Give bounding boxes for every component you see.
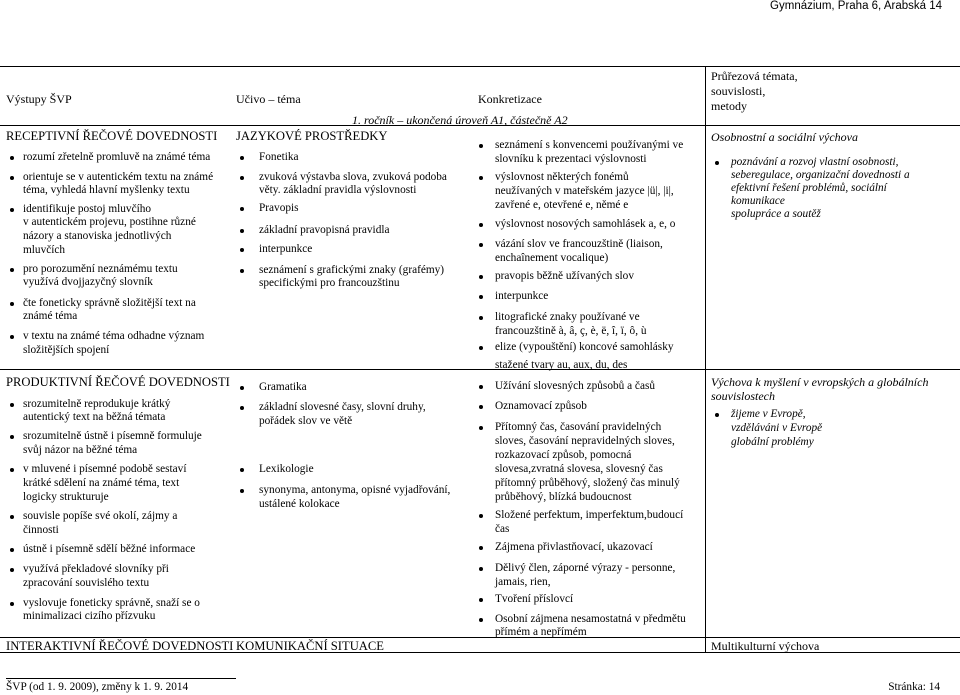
column-divider bbox=[705, 66, 706, 653]
bullet bbox=[240, 489, 244, 493]
konkretizace-item: elize (vypouštění) koncové samohlásky bbox=[495, 341, 674, 353]
konkretizace-item: neužívaných v mateřském jazyce |ü|, |i|, bbox=[495, 185, 674, 197]
level-heading: 1. ročník – ukončená úroveň A1, částečně A2 bbox=[352, 113, 568, 127]
konkretizace-item: litografické znaky používané ve bbox=[495, 311, 640, 323]
bullet bbox=[479, 405, 483, 409]
ucivo-item: synonyma, antonyma, opisné vyjadřování, bbox=[259, 484, 451, 496]
konkretizace-item: slovesa,zvratná slovesa, slovesný čas bbox=[495, 463, 663, 475]
prurez-item: komunikace bbox=[731, 195, 785, 207]
outcome-item: známé téma bbox=[23, 310, 78, 322]
outcome-item: orientuje se v autentickém textu na známé bbox=[23, 171, 214, 183]
bullet bbox=[479, 223, 483, 227]
konkretizace-item: jamais, rien, bbox=[495, 576, 551, 588]
bullet bbox=[479, 176, 483, 180]
bullet bbox=[240, 156, 244, 160]
bullet bbox=[479, 346, 483, 350]
bullet bbox=[715, 413, 719, 417]
konkretizace-item: čas bbox=[495, 523, 510, 535]
bullet bbox=[240, 229, 244, 233]
outcome-item: rozumí zřetelně promluvě na známé téma bbox=[23, 151, 211, 163]
ucivo-item: interpunkce bbox=[259, 243, 313, 255]
bullet bbox=[10, 602, 14, 606]
konkretizace-item: Zájmena přivlastňovací, ukazovací bbox=[495, 541, 653, 553]
outcome-item: mluvčích bbox=[23, 244, 66, 256]
outcome-item: využívá dvojjazyčný slovník bbox=[23, 276, 153, 288]
bullet bbox=[240, 176, 244, 180]
bullet bbox=[10, 156, 14, 160]
outcome-item: identifikuje postoj mluvčího bbox=[23, 203, 152, 215]
outcome-item: využívá překladové slovníky při bbox=[23, 563, 169, 575]
bullet bbox=[10, 403, 14, 407]
bullet bbox=[10, 435, 14, 439]
ucivo-item: Pravopis bbox=[259, 202, 299, 214]
konkretizace-item: rozkazovací způsob, pomocná bbox=[495, 449, 632, 461]
col-header-konkretizace: Konkretizace bbox=[478, 92, 542, 106]
outcome-item: souvisle popíše své okolí, zájmy a bbox=[23, 510, 178, 522]
bullet bbox=[479, 144, 483, 148]
konkretizace-item: enchaînement vocalique) bbox=[495, 252, 609, 264]
konkretizace-item: přímém a nepřímém bbox=[495, 626, 587, 638]
bullet bbox=[240, 386, 244, 390]
col-header-prurez-3: metody bbox=[711, 99, 747, 113]
interactive-prurez: Multikulturní výchova bbox=[711, 639, 820, 653]
bullet bbox=[715, 161, 719, 165]
ucivo-item: základní pravopisná pravidla bbox=[259, 224, 390, 236]
outcome-item: téma, vyhledá hlavní myšlenky textu bbox=[23, 184, 190, 196]
konkretizace-item: výslovnost nosových samohlásek a, e, o bbox=[495, 218, 676, 230]
interactive-heading: INTERAKTIVNÍ ŘEČOVÉ DOVEDNOSTI bbox=[6, 639, 234, 653]
outcome-item: srozumitelně ústně i písemně formuluje bbox=[23, 430, 202, 442]
footer-left: ŠVP (od 1. 9. 2009), změny k 1. 9. 2014 bbox=[6, 681, 189, 693]
productive-prurez-heading-1: Výchova k myšlení v evropských a globálních bbox=[711, 375, 929, 389]
productive-heading: PRODUKTIVNÍ ŘEČOVÉ DOVEDNOSTI bbox=[6, 375, 230, 389]
konkretizace-item: výslovnost některých fonémů bbox=[495, 171, 629, 183]
footer-page-number: Stránka: 14 bbox=[888, 681, 940, 693]
outcome-item: v autentickém projevu, postihne různé bbox=[23, 216, 196, 228]
outcome-item: svůj názor na běžné téma bbox=[23, 444, 138, 456]
bullet bbox=[240, 468, 244, 472]
ucivo-item: Lexikologie bbox=[259, 463, 314, 475]
bullet bbox=[479, 567, 483, 571]
col-header-prurez-2: souvislosti, bbox=[711, 84, 766, 98]
bullet bbox=[240, 269, 244, 273]
bullet bbox=[10, 268, 14, 272]
bullet bbox=[479, 546, 483, 550]
interactive-ucivo: KOMUNIKAČNÍ SITUACE bbox=[236, 639, 384, 653]
outcome-item: názory a stanoviska jednotlivých bbox=[23, 230, 172, 242]
bullet bbox=[479, 385, 483, 389]
outcome-item: čte foneticky správně složitější text na bbox=[23, 297, 196, 309]
outcome-item: složitějších spojení bbox=[23, 344, 110, 356]
bullet bbox=[479, 618, 483, 622]
konkretizace-item: slovníku k prezentaci výslovnosti bbox=[495, 153, 647, 165]
outcome-item: logicky strukturuje bbox=[23, 491, 109, 503]
bullet bbox=[479, 275, 483, 279]
konkretizace-item: Oznamovací způsob bbox=[495, 400, 587, 412]
konkretizace-item: Dělivý člen, záporné výrazy - personne, bbox=[495, 562, 676, 574]
bullet bbox=[10, 515, 14, 519]
bullet bbox=[10, 335, 14, 339]
prurez-item: vzděláváni v Evropě bbox=[731, 422, 823, 434]
bullet bbox=[10, 176, 14, 180]
outcome-item: činnosti bbox=[23, 524, 59, 536]
outcome-item: krátké sdělení na známé téma, text bbox=[23, 477, 180, 489]
bullet bbox=[10, 548, 14, 552]
konkretizace-item: zavřené e, otevřené e, němé e bbox=[495, 199, 629, 211]
konkretizace-item: Přítomný čas, časování pravidelných bbox=[495, 421, 662, 433]
konkretizace-item: Osobní zájmena nesamostatná v předmětu bbox=[495, 613, 686, 625]
col-header-prurez-1: Průřezová témata, bbox=[711, 69, 798, 83]
prurez-item: spolupráce a soutěž bbox=[731, 208, 821, 220]
outcome-item: srozumitelně reprodukuje krátký bbox=[23, 398, 171, 410]
bullet bbox=[240, 248, 244, 252]
productive-prurez-heading-2: souvislostech bbox=[711, 389, 775, 403]
outcome-item: ústně i písemně sdělí běžné informace bbox=[23, 543, 196, 555]
ucivo-item: pořádek slov ve větě bbox=[259, 415, 353, 427]
bullet bbox=[10, 302, 14, 306]
bullet bbox=[479, 316, 483, 320]
prurez-item: poznávání a rozvoj vlastní osobnosti, bbox=[731, 156, 899, 168]
bullet bbox=[479, 598, 483, 602]
outcome-item: vyslovuje foneticky správně, snaží se o bbox=[23, 597, 200, 609]
konkretizace-item: seznámení s konvencemi používanými ve bbox=[495, 139, 684, 151]
outcome-item: pro porozumění neznámému textu bbox=[23, 263, 178, 275]
konkretizace-item: stažené tvary au, aux, du, des bbox=[495, 359, 628, 371]
prurez-item: žijeme v Evropě, bbox=[731, 408, 806, 420]
bullet bbox=[479, 514, 483, 518]
receptive-ucivo-heading: JAZYKOVÉ PROSTŘEDKY bbox=[236, 129, 388, 143]
ucivo-item: seznámení s grafickými znaky (grafémy) bbox=[259, 264, 445, 276]
konkretizace-item: vázání slov ve francouzštině (liaison, bbox=[495, 238, 663, 250]
bullet bbox=[479, 243, 483, 247]
prurez-item: globální problémy bbox=[731, 436, 814, 448]
bullet bbox=[240, 406, 244, 410]
ucivo-item: specifickými pro francouzštinu bbox=[259, 277, 400, 289]
receptive-prurez-heading: Osobnostní a sociální výchova bbox=[711, 130, 858, 144]
konkretizace-item: pravopis běžně užívaných slov bbox=[495, 270, 634, 282]
receptive-heading: RECEPTIVNÍ ŘEČOVÉ DOVEDNOSTI bbox=[6, 129, 218, 143]
bullet bbox=[479, 295, 483, 299]
konkretizace-item: průběhový, blízká budoucnost bbox=[495, 491, 632, 503]
ucivo-item: základní slovesné časy, slovní druhy, bbox=[259, 401, 426, 413]
outcome-item: minimalizaci cizího přízvuku bbox=[23, 610, 156, 622]
ucivo-item: Gramatika bbox=[259, 381, 307, 393]
prurez-item: efektivní řešení problémů, sociální bbox=[731, 182, 887, 194]
bullet bbox=[10, 468, 14, 472]
outcome-item: v textu na známé téma odhadne význam bbox=[23, 330, 205, 342]
ucivo-item: ustálené kolokace bbox=[259, 498, 340, 510]
konkretizace-item: interpunkce bbox=[495, 290, 549, 302]
konkretizace-item: přítomný průběhový, složený čas minulý bbox=[495, 477, 680, 489]
ucivo-item: zvuková výstavba slova, zvuková podoba bbox=[259, 171, 447, 183]
konkretizace-item: Složené perfektum, imperfektum,budoucí bbox=[495, 509, 684, 521]
section-divider-productive bbox=[0, 369, 960, 370]
outcome-item: v mluvené i písemné podobě sestaví bbox=[23, 463, 187, 475]
konkretizace-item: Užívání slovesných způsobů a časů bbox=[495, 380, 655, 392]
ucivo-item: věty. základní pravidla výslovnosti bbox=[259, 184, 417, 196]
school-header: Gymnázium, Praha 6, Arabská 14 bbox=[770, 0, 942, 12]
konkretizace-item: sloves, časování nepravidelných sloves, bbox=[495, 435, 675, 447]
table-top-border bbox=[0, 66, 960, 67]
col-header-vystupy: Výstupy ŠVP bbox=[6, 92, 72, 106]
bullet bbox=[10, 208, 14, 212]
ucivo-item: Fonetika bbox=[259, 151, 299, 163]
bullet bbox=[10, 568, 14, 572]
konkretizace-item: francouzštině à, â, ç, è, ë, î, ï, ô, ù bbox=[495, 325, 647, 337]
bullet bbox=[479, 426, 483, 430]
outcome-item: zpracování souvislého textu bbox=[23, 577, 150, 589]
konkretizace-item: Tvoření příslovcí bbox=[495, 593, 574, 605]
outcome-item: autentický text na běžná témata bbox=[23, 411, 166, 423]
col-header-ucivo: Učivo – téma bbox=[236, 92, 301, 106]
prurez-item: seberegulace, organizační dovednosti a bbox=[731, 169, 910, 181]
bullet bbox=[240, 207, 244, 211]
